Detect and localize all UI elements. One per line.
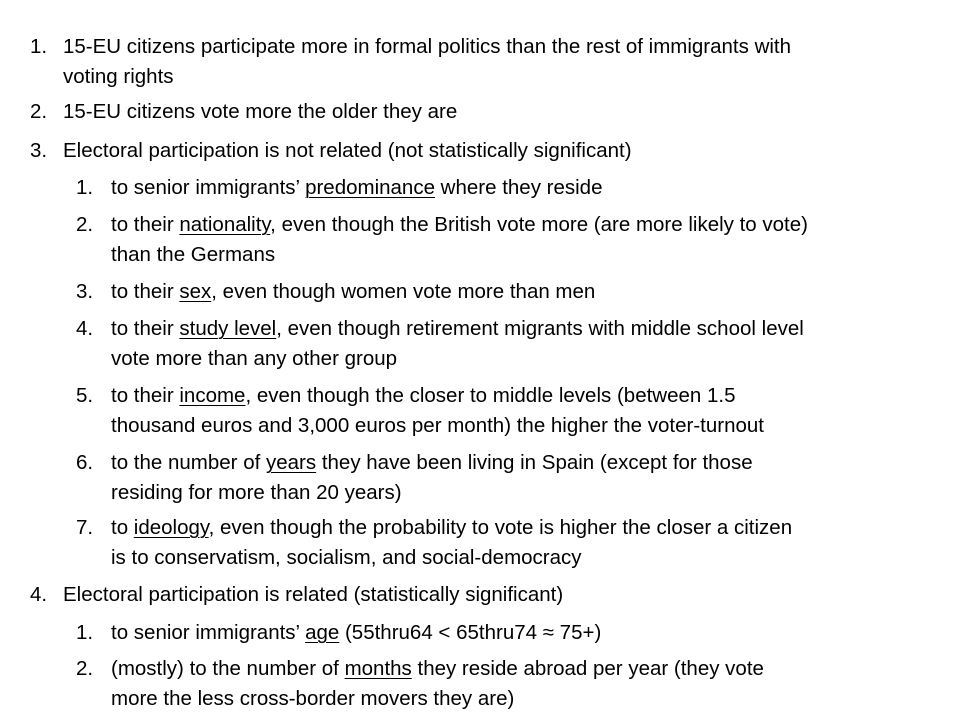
text-segment: more the less cross-border movers they are) xyxy=(111,687,515,710)
list-text-line xyxy=(111,478,402,508)
text-segment: , even though the probability to vote is higher the closer a citizen xyxy=(208,516,793,539)
list-text-line xyxy=(111,173,603,203)
text-segment: vote more than any other group xyxy=(111,347,398,370)
underlined-keyword: age xyxy=(305,621,340,644)
text-segment: to their xyxy=(111,384,180,407)
text-segment: voting rights xyxy=(63,65,174,88)
list-number: 2. xyxy=(76,213,94,236)
list-number: 3. xyxy=(30,139,48,162)
text-segment: to their xyxy=(111,280,180,303)
list-text-line xyxy=(63,580,563,610)
text-segment: to senior immigrants’ xyxy=(111,621,306,644)
underlined-keyword: study level xyxy=(179,317,277,340)
text-segment: 15-EU citizens participate more in formal politics than the rest of immigrants with xyxy=(63,35,792,58)
list-text-line xyxy=(63,32,791,62)
list-text-line xyxy=(111,210,808,240)
text-segment: Electoral participation is related (statistically significant) xyxy=(63,583,564,606)
list-text-line xyxy=(111,654,764,684)
text-segment: , even though retirement migrants with middle school level xyxy=(276,317,804,340)
text-segment: to xyxy=(111,516,134,539)
underlined-keyword: ideology xyxy=(133,516,209,539)
list-number: 1. xyxy=(76,621,94,644)
text-segment: where they reside xyxy=(434,176,603,199)
text-segment: (55thru64 < 65thru74 ≈ 75+) xyxy=(339,621,602,644)
underlined-keyword: sex xyxy=(179,280,212,303)
underlined-keyword: predominance xyxy=(305,176,435,199)
text-segment: to the number of xyxy=(111,451,266,474)
list-text-line xyxy=(63,136,632,166)
text-segment: to their xyxy=(111,317,180,340)
list-number: 4. xyxy=(76,317,94,340)
list-number: 3. xyxy=(76,280,94,303)
list-number: 1. xyxy=(30,35,48,58)
list-number: 5. xyxy=(76,384,94,407)
list-text-line xyxy=(63,97,457,127)
list-number: 6. xyxy=(76,451,94,474)
text-segment: they reside abroad per year (they vote xyxy=(411,657,764,680)
text-segment: , even though the closer to middle levels (between 1.5 xyxy=(245,384,736,407)
underlined-keyword: years xyxy=(265,451,317,474)
list-text-line xyxy=(63,62,174,92)
text-segment: to their xyxy=(111,213,180,236)
underlined-keyword: income xyxy=(179,384,246,407)
text-segment: , even though women vote more than men xyxy=(211,280,596,303)
list-text-line xyxy=(111,344,397,374)
list-text-line xyxy=(111,411,764,441)
list-number: 4. xyxy=(30,583,48,606)
underlined-keyword: nationality xyxy=(179,213,271,236)
text-segment: than the Germans xyxy=(111,243,276,266)
list-text-line xyxy=(111,314,804,344)
text-segment: they have been living in Spain (except for those xyxy=(316,451,753,474)
text-segment: 15-EU citizens vote more the older they are xyxy=(63,100,458,123)
text-segment: , even though the British vote more (are more likely to vote) xyxy=(270,213,808,236)
list-text-line xyxy=(111,513,792,543)
list-number: 2. xyxy=(76,657,94,680)
list-text-line xyxy=(111,684,514,714)
list-text-line xyxy=(111,277,595,307)
list-text-line xyxy=(111,543,582,573)
list-number: 2. xyxy=(30,100,48,123)
underlined-keyword: months xyxy=(344,657,412,680)
list-text-line xyxy=(111,381,736,411)
text-segment: residing for more than 20 years) xyxy=(111,481,402,504)
text-segment: (mostly) to the number of xyxy=(111,657,345,680)
text-segment: thousand euros and 3,000 euros per month) the higher the voter-turnout xyxy=(111,414,765,437)
list-text-line xyxy=(111,448,753,478)
list-number: 1. xyxy=(76,176,94,199)
list-text-line xyxy=(111,618,601,648)
list-number: 7. xyxy=(76,516,94,539)
text-segment: Electoral participation is not related (not statistically significant) xyxy=(63,139,632,162)
text-segment: to senior immigrants’ xyxy=(111,176,306,199)
text-segment: is to conservatism, socialism, and social-democracy xyxy=(111,546,582,569)
list-text-line xyxy=(111,240,275,270)
